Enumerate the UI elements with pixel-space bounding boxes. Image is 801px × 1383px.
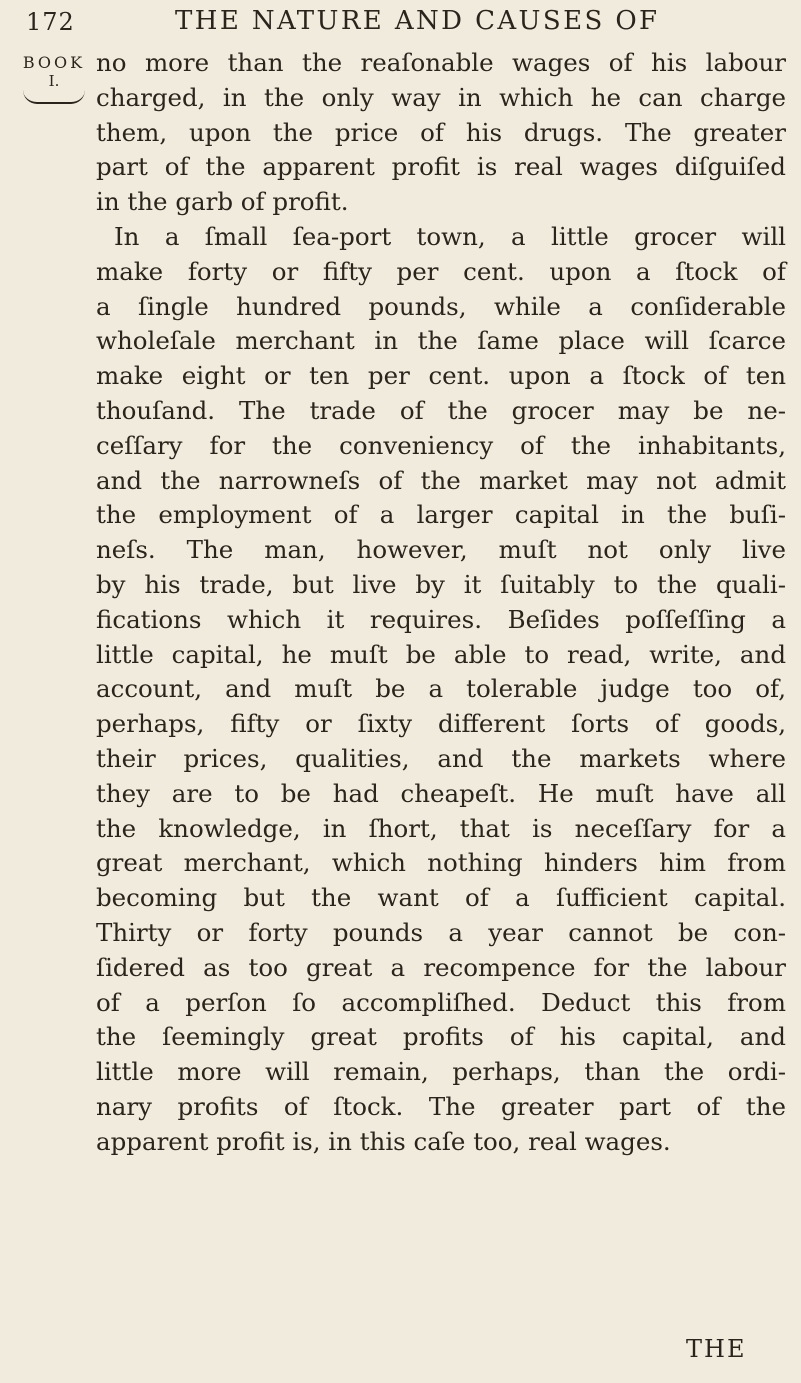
text-line: make forty or fifty per cent. upon a ſtock of xyxy=(96,256,786,286)
text-line: part of the apparent profit is real wages diſguiſed xyxy=(96,152,786,182)
text-line: becoming but the want of a ſufficient capital. xyxy=(96,883,786,913)
text-line: nary profits of ſtock. The greater part of the xyxy=(96,1091,786,1121)
text-line: no more than the reaſonable wages of his labour xyxy=(96,48,786,77)
text-line: ceſſary for the conveniency of the inhabitants, xyxy=(96,430,786,460)
text-line: apparent profit is, in this caſe too, real wages. xyxy=(96,1126,671,1156)
text-line: of a perſon ſo accompliſhed. Deduct this from xyxy=(96,987,786,1017)
text-line: and the narrowneſs of the market may not admit xyxy=(96,465,786,495)
text-line: little capital, he muſt be able to read, write, and xyxy=(96,639,786,669)
text-line: the knowledge, in ſhort, that is neceſſary for a xyxy=(96,813,786,843)
text-line: fications which it requires. Beſides poſſeſſing a xyxy=(96,604,786,634)
text-line: they are to be had cheapeſt. He muſt have all xyxy=(96,778,786,808)
text-line: wholeſale merchant in the ſame place will ſcarce xyxy=(96,326,786,356)
running-title: THE NATURE AND CAUSES OF xyxy=(175,6,660,36)
text-line: little more will remain, perhaps, than the ordi- xyxy=(96,1057,786,1087)
text-line: thouſand. The trade of the grocer may be ne- xyxy=(96,395,786,425)
text-line: the employment of a larger capital in the buſi- xyxy=(96,500,786,530)
text-line: perhaps, fifty or ſixty different ſorts of goods, xyxy=(96,709,786,739)
text-line: charged, in the only way in which he can charge xyxy=(96,82,786,112)
text-line: neſs. The man, however, muſt not only live xyxy=(96,535,786,565)
text-line: the ſeemingly great profits of his capital, and xyxy=(96,1022,786,1052)
margin-book-marker xyxy=(18,54,90,104)
page-number: 172 xyxy=(26,8,75,36)
brace-mark xyxy=(23,90,85,104)
book-number: I. xyxy=(48,72,60,90)
page-header xyxy=(0,6,801,38)
text-line: them, upon the price of his drugs. The greater xyxy=(96,117,786,147)
body-text xyxy=(96,46,786,1160)
text-line: great merchant, which nothing hinders him from xyxy=(96,848,786,878)
catchword: THE xyxy=(686,1335,747,1363)
text-line: make eight or ten per cent. upon a ſtock of ten xyxy=(96,361,786,391)
text-line: Thirty or forty pounds a year cannot be con- xyxy=(96,917,786,947)
text-line: account, and muſt be a tolerable judge too of, xyxy=(96,674,786,704)
book-label: BOOK xyxy=(22,53,86,72)
text-line: by his trade, but live by it ſuitably to the quali- xyxy=(96,569,786,599)
text-line: in the garb of profit. xyxy=(96,187,349,217)
text-line: In a ſmall ſea-port town, a little grocer will xyxy=(114,221,786,251)
text-line: a ſingle hundred pounds, while a conſiderable xyxy=(96,291,786,321)
text-line: their prices, qualities, and the markets where xyxy=(96,743,786,773)
text-line: ſidered as too great a recompence for the labour xyxy=(96,952,786,982)
